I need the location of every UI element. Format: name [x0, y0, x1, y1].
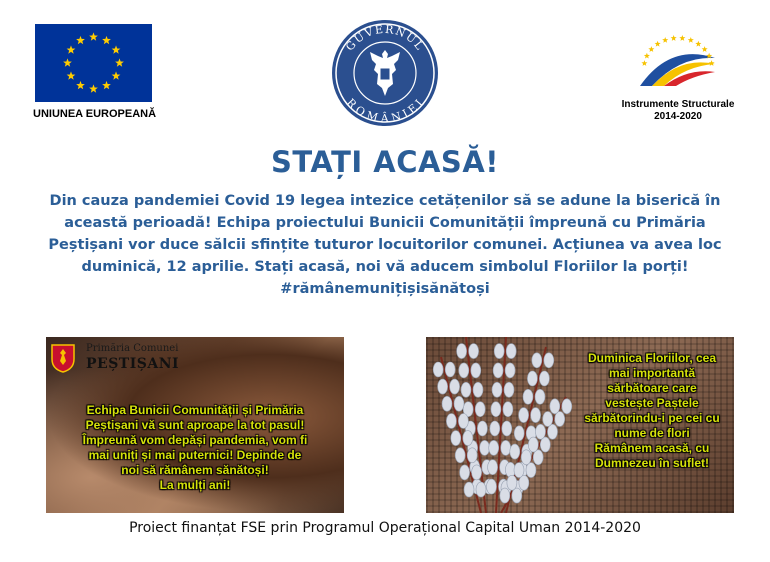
is-star	[662, 37, 668, 43]
is-star	[641, 60, 647, 66]
catkin-bud	[562, 399, 572, 414]
catkin-bud	[507, 475, 517, 490]
footer-funding-note: Proiect finanțat FSE prin Programul Operațional Capital Uman 2014-2020	[129, 520, 641, 536]
catkin-bud	[505, 363, 515, 378]
catkin-bud	[480, 440, 490, 455]
eu-star	[89, 84, 98, 92]
right-panel-line: Duminica Floriilor, cea	[587, 351, 717, 365]
eu-star	[89, 32, 98, 40]
page-title: STAȚI ACASĂ!	[270, 145, 499, 179]
catkin-bud	[523, 389, 533, 404]
catkin-bud	[536, 424, 546, 439]
seal-text-bottom: ROMÂNIEI	[343, 96, 427, 126]
catkin-bud	[463, 431, 473, 446]
is-star	[679, 35, 685, 41]
catkin-bud	[531, 408, 541, 423]
catkin-bud	[506, 344, 516, 359]
catkin-bud	[450, 379, 460, 394]
right-panel-message	[574, 351, 730, 471]
catkin-bud	[451, 431, 461, 446]
eu-star	[67, 45, 76, 53]
eu-label: UNIUNEA EUROPEANĂ	[33, 108, 157, 120]
is-star	[648, 46, 654, 52]
catkin-bud	[471, 363, 481, 378]
catkin-bud	[532, 353, 542, 368]
instrumente-structurale-logo	[630, 28, 720, 93]
catkin-bud	[460, 465, 470, 480]
left-panel-line: noi să rămânem sănătoși!	[121, 463, 269, 477]
left-panel-message	[52, 403, 338, 493]
message-hashtag: #rămânemunițișisănătoși	[280, 281, 490, 297]
eu-star	[67, 71, 76, 79]
is-label-line1: Instrumente Structurale	[621, 99, 735, 110]
catkin-bud	[467, 448, 477, 463]
eu-star	[112, 71, 121, 79]
catkin-bud	[464, 482, 474, 497]
catkin-bud	[501, 440, 511, 455]
catkin-bud	[493, 363, 503, 378]
eu-star	[102, 36, 111, 44]
catkin-bud	[472, 465, 482, 480]
catkin-bud	[528, 437, 538, 452]
catkin-bud	[473, 382, 483, 397]
instrumente-structurale-label	[618, 99, 738, 123]
eu-star	[76, 81, 85, 89]
eu-star	[63, 58, 72, 66]
town-hall-name-prefix: Primăria Comunei	[86, 343, 179, 354]
left-panel-line: Peștișani vă sunt aproape la tot pasul!	[85, 418, 305, 432]
catkin-bud	[458, 414, 468, 429]
catkin-bud	[477, 421, 487, 436]
is-star	[655, 41, 661, 47]
right-photo-panel	[426, 337, 734, 513]
catkin-bud	[446, 414, 456, 429]
eu-star	[76, 36, 85, 44]
catkin-bud	[503, 402, 513, 417]
town-hall-name: PEȘTIȘANI	[86, 356, 180, 372]
catkin-bud	[461, 382, 471, 397]
message-line: Peștișani vor duce sălcii sfințite tuturor locuitorilor comunei. Acțiunea va avea loc	[48, 237, 722, 253]
is-label-line2: 2014-2020	[654, 111, 702, 122]
catkin-bud	[488, 460, 498, 475]
eu-star	[102, 81, 111, 89]
catkin-bud	[492, 382, 502, 397]
catkin-bud	[457, 344, 467, 359]
catkin-bud	[543, 412, 553, 427]
eu-star	[115, 58, 124, 66]
eu-stars-icon	[35, 24, 152, 102]
message-line: duminică, 12 aprilie. Stați acasă, noi vă aducem simbolul Floriilor la porți!	[81, 259, 689, 275]
is-star	[644, 53, 650, 59]
catkin-bud	[491, 402, 501, 417]
left-panel-line: mai uniți și mai puternici! Depinde de	[88, 448, 302, 462]
catkin-bud	[459, 363, 469, 378]
catkin-bud	[455, 448, 465, 463]
left-panel-line: Împreună vom depăși pandemia, vom fi	[82, 433, 308, 447]
left-panel-line: La mulți ani!	[159, 478, 231, 492]
catkin-bud	[544, 353, 554, 368]
catkin-bud	[550, 399, 560, 414]
catkin-bud	[504, 382, 514, 397]
right-panel-line: sărbătoare care	[607, 381, 697, 395]
catkin-bud	[494, 344, 504, 359]
is-star	[702, 46, 708, 52]
catkin-bud	[445, 362, 455, 377]
left-panel-line: Echipa Bunicii Comunității și Primăria	[86, 403, 304, 417]
catkin-bud	[454, 396, 464, 411]
is-star	[671, 35, 677, 41]
message-line: Din cauza pandemiei Covid 19 legea intezice cetățenilor să se adune la biserică în	[49, 193, 721, 209]
catkin-bud	[475, 402, 485, 417]
catkin-bud	[519, 408, 529, 423]
left-photo-panel	[46, 337, 344, 513]
right-panel-line: Rămânem acasă, cu	[594, 441, 710, 455]
catkin-bud	[521, 450, 531, 465]
catkin-bud	[442, 396, 452, 411]
catkin-bud	[510, 444, 520, 459]
catkin-bud	[489, 440, 499, 455]
catkin-bud	[514, 463, 524, 478]
romanian-government-seal	[330, 18, 440, 128]
eu-star	[112, 45, 121, 53]
catkin-bud	[502, 421, 512, 436]
catkin-bud	[487, 479, 497, 494]
right-panel-line: vestește Paștele	[605, 396, 699, 410]
catkin-bud	[490, 421, 500, 436]
right-panel-line: mai importantă	[608, 366, 695, 380]
message-line: această perioadă! Echipa proiectului Bunicii Comunității împreună cu Primăria	[64, 215, 706, 231]
catkin-bud	[539, 371, 549, 386]
catkin-bud	[433, 362, 443, 377]
catkin-bud	[438, 379, 448, 394]
catkin-bud	[535, 389, 545, 404]
eu-flag-logo	[35, 24, 152, 102]
catkin-bud	[469, 344, 479, 359]
catkin-bud	[512, 488, 522, 503]
is-star	[695, 41, 701, 47]
seal-text-top: GUVERNUL	[343, 22, 427, 54]
catkin-bud	[514, 426, 524, 441]
catkin-bud	[500, 488, 510, 503]
announcement-message	[28, 190, 742, 300]
catkin-bud	[476, 482, 486, 497]
coat-of-arms-icon	[50, 343, 76, 373]
right-panel-line: sărbătorindu-i pe cei cu	[584, 411, 720, 425]
is-star	[709, 60, 715, 66]
catkin-bud	[527, 371, 537, 386]
is-star	[688, 37, 694, 43]
right-panel-line: nume de flori	[614, 426, 690, 440]
right-panel-line: Dumnezeu în suflet!	[594, 456, 709, 470]
